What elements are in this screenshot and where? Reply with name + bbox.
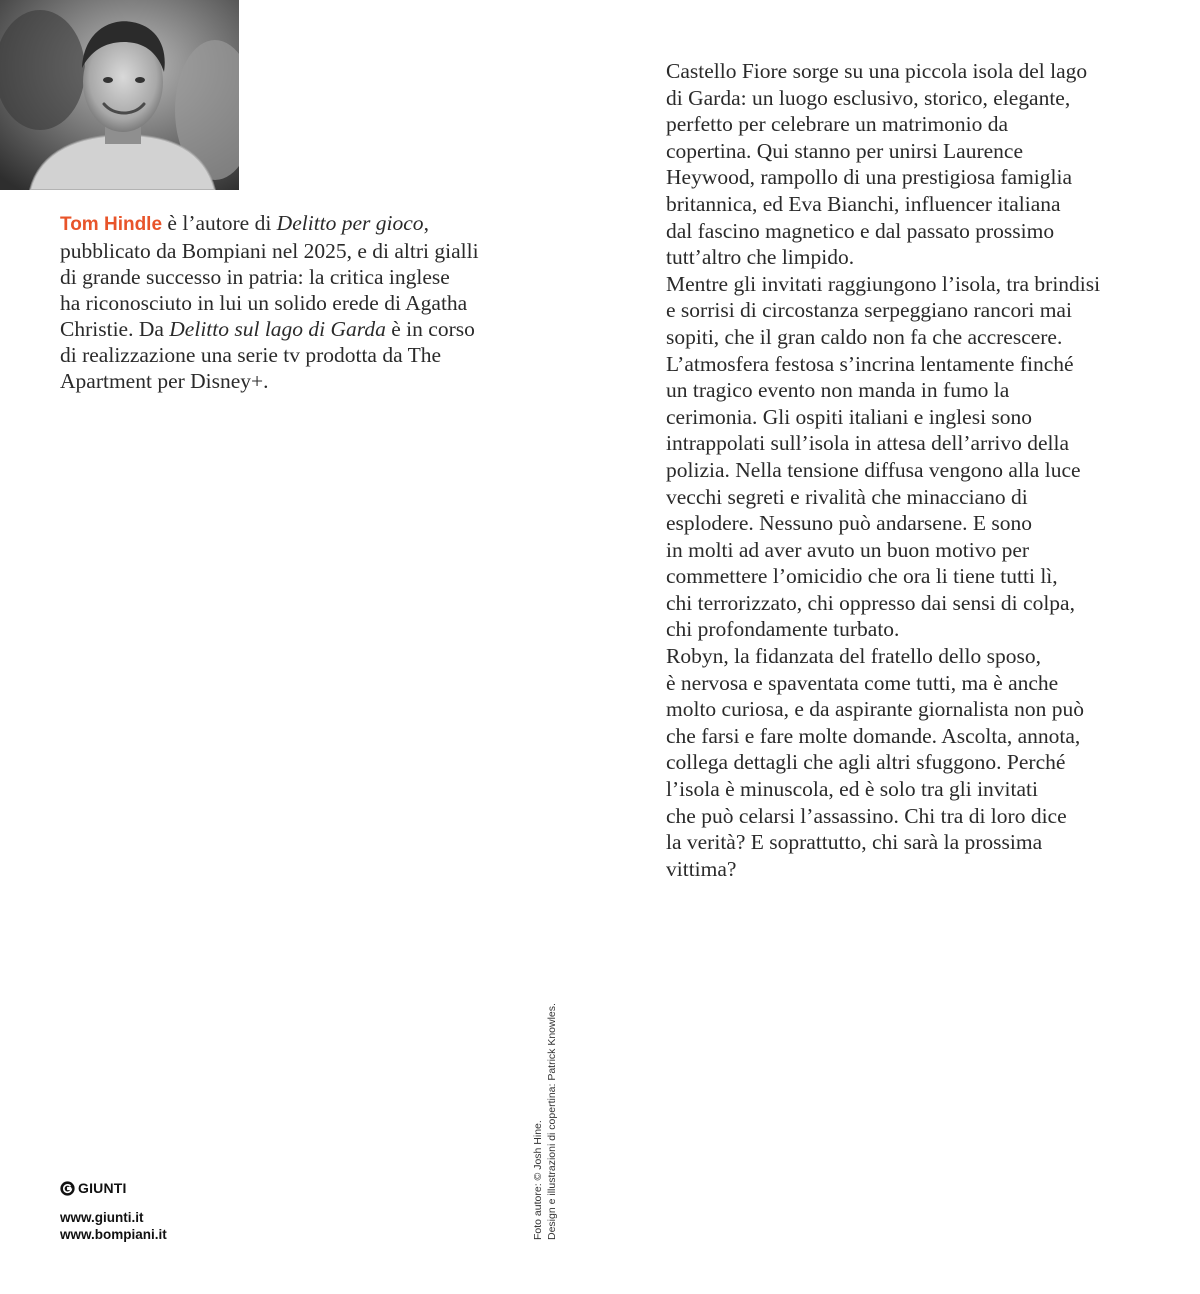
blurb-line: e sorrisi di circostanza serpeggiano rancori mai (666, 298, 1072, 323)
blurb-line: cerimonia. Gli ospiti italiani e inglesi sono (666, 404, 1033, 429)
blurb-line: perfetto per celebrare un matrimonio da (666, 112, 1009, 137)
blurb-line: Heywood, rampollo di una prestigiosa famiglia (666, 165, 1073, 190)
bio-line (60, 210, 530, 238)
bio-line (60, 342, 530, 368)
blurb-line: vecchi segreti e rivalità che minacciano di (666, 484, 1028, 509)
bio-line (60, 264, 530, 290)
blurb-line: britannica, ed Eva Bianchi, influencer italiana (666, 191, 1061, 216)
bio-line (60, 290, 530, 316)
author-name: Tom Hindle (60, 214, 163, 235)
author-bio (60, 210, 530, 394)
design-credit: Design e illustrazioni di copertina: Patrick Knowles. (546, 1003, 558, 1240)
publisher-block (60, 1180, 167, 1243)
bio-text: di grande successo in patria: la critica inglese (60, 265, 450, 289)
blurb-line: chi terrorizzato, chi oppresso dai sensi di colpa, (666, 590, 1075, 615)
blurb-line: è nervosa e spaventata come tutti, ma è anche (666, 670, 1059, 695)
blurb-line: commettere l’omicidio che ora li tiene tutti lì, (666, 564, 1058, 589)
bio-text: di realizzazione una serie tv prodotta da The (60, 343, 442, 367)
blurb-line: L’atmosfera festosa s’incrina lentamente finché (666, 351, 1074, 376)
bio-text: Apartment per Disney+. (60, 369, 269, 393)
blurb-line: Robyn, la fidanzata del fratello dello sposo, (666, 644, 1041, 669)
blurb-line: dal fascino magnetico e dal passato prossimo (666, 218, 1055, 243)
blurb-line: Castello Fiore sorge su una piccola isola del lago (666, 59, 1088, 83)
bio-text: ha riconosciuto in lui un solido erede di Agatha (60, 291, 468, 315)
book-blurb (666, 58, 1166, 882)
cover-credits (531, 1003, 559, 1240)
bio-text: è l’autore di (162, 211, 277, 235)
blurb-line: un tragico evento non manda in fumo la (666, 378, 1010, 403)
blurb-line: sopiti, che il gran caldo non fa che accrescere. (666, 324, 1063, 349)
blurb-line: esplodere. Nessuno può andarsene. E sono (666, 511, 1033, 536)
author-photo (0, 0, 239, 190)
blurb-line: in molti ad aver avuto un buon motivo per (666, 537, 1030, 562)
blurb-line: Mentre gli invitati raggiungono l’isola, tra brindisi (666, 271, 1101, 296)
blurb-line: intrappolati sull’isola in attesa dell’arrivo della (666, 431, 1069, 456)
photo-credit: Foto autore: © Josh Hine. (532, 1120, 544, 1240)
blurb-line: copertina. Qui stanno per unirsi Laurence (666, 138, 1024, 163)
blurb-line: che può celarsi l’assassino. Chi tra di loro dice (666, 803, 1067, 828)
blurb-line: molto curiosa, e da aspirante giornalista non può (666, 697, 1084, 722)
website-giunti[interactable]: www.giunti.it (60, 1210, 144, 1225)
bio-line (60, 238, 530, 264)
blurb-line: vittima? (666, 856, 737, 881)
blurb-line: collega dettagli che agli altri sfuggono. Perché (666, 750, 1066, 775)
website-bompiani[interactable]: www.bompiani.it (60, 1227, 167, 1242)
bio-text: pubblicato da Bompiani nel 2025, e di altri gialli (60, 239, 479, 263)
blurb-line: di Garda: un luogo esclusivo, storico, elegante, (666, 85, 1071, 110)
bio-text: è in corso (385, 317, 475, 341)
publisher-websites (60, 1209, 167, 1243)
blurb-line: l’isola è minuscola, ed è solo tra gli invitati (666, 777, 1038, 802)
giunti-logo-icon (60, 1181, 75, 1196)
bio-text: , (423, 211, 429, 235)
bio-line (60, 368, 530, 394)
book-title: Delitto sul lago di Garda (169, 317, 386, 341)
bio-text: Christie. Da (60, 317, 170, 341)
bio-line (60, 316, 530, 342)
blurb-line: tutt’altro che limpido. (666, 245, 855, 270)
publisher-name: GIUNTI (78, 1180, 127, 1196)
blurb-line: chi profondamente turbato. (666, 617, 900, 642)
author-portrait-photo (0, 0, 239, 190)
book-title: Delitto per gioco (276, 211, 424, 235)
blurb-line: la verità? E soprattutto, chi sarà la prossima (666, 830, 1043, 855)
blurb-line: polizia. Nella tensione diffusa vengono alla luce (666, 457, 1081, 482)
blurb-line: che farsi e fare molte domande. Ascolta, annota, (666, 723, 1081, 748)
publisher-logo (60, 1180, 167, 1196)
